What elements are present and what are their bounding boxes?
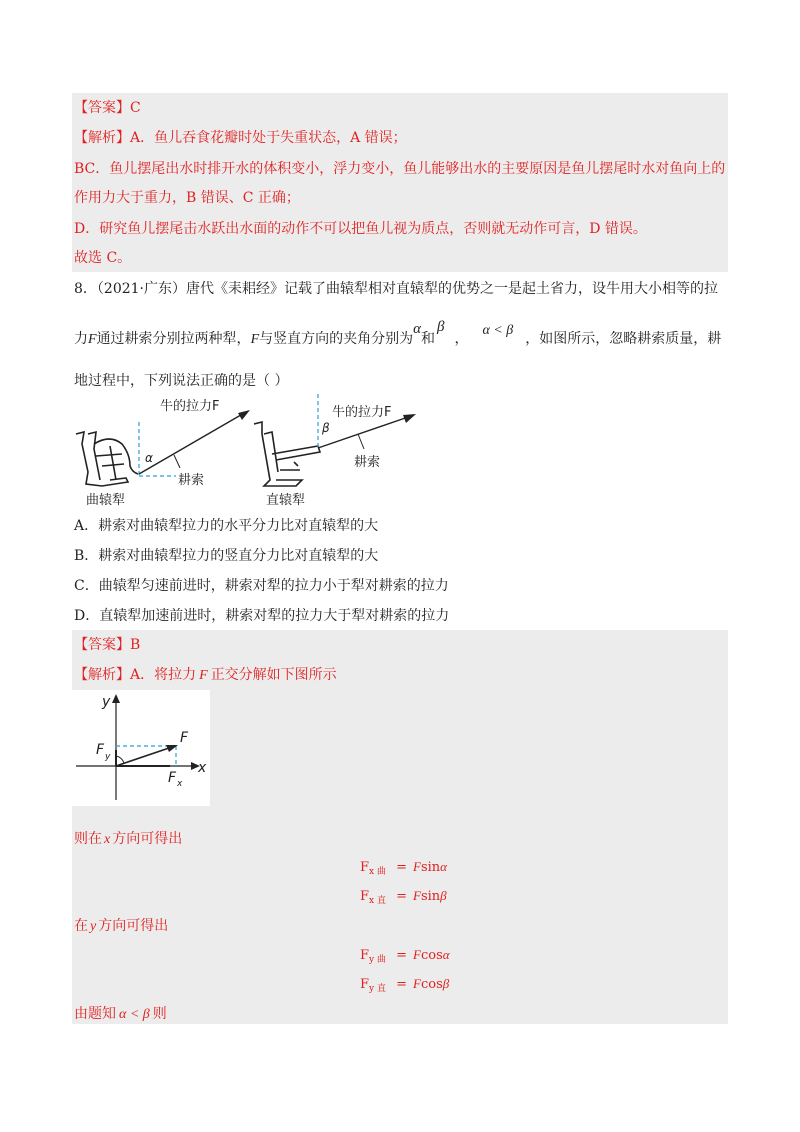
analysis-text-a: A．鱼儿吞食花瓣时处于失重状态，A 错误；: [130, 130, 407, 146]
left-arrowhead: [238, 410, 250, 420]
question-line-2: [74, 319, 722, 350]
answer-block-1: [72, 93, 728, 272]
x-axis-label: x: [198, 760, 207, 776]
fx-label-sub: x: [177, 779, 183, 789]
analysis-line-2: [74, 665, 337, 686]
q-text: 和: [421, 331, 435, 347]
text: 由题知: [74, 1006, 116, 1022]
f-fn: cos: [420, 948, 443, 963]
option-c: C．曲辕犁匀速前进时，耕索对犁的拉力小于犁对耕索的拉力: [74, 578, 449, 594]
answer-line-1: [74, 98, 141, 118]
f-lhs: F: [360, 860, 370, 875]
analysis-line-a: [74, 128, 407, 148]
right-force-label: 牛的拉力F: [332, 405, 392, 420]
formula-fy-curved: [360, 947, 450, 965]
left-angle-label: α: [145, 451, 153, 465]
q-var-beta: β: [437, 319, 445, 335]
eq: =: [396, 860, 408, 875]
f-lhs: F: [360, 977, 370, 992]
f-rhs-var: F: [413, 888, 421, 903]
f-rhs-var: F: [413, 976, 421, 991]
q-var-F: F: [250, 332, 260, 347]
question-line-1: 8．（2021·广东）唐代《耒耜经》记载了曲辕犁相对直辕犁的优势之一是起土省力，设牛用大小相等的拉: [74, 281, 718, 297]
right-force-arrow: [318, 416, 411, 448]
f-fn: sin: [420, 889, 441, 904]
question-line-3: 地过程中，下列说法正确的是（ ）: [74, 373, 289, 389]
answer-value: B: [130, 637, 141, 653]
text: 则: [152, 1006, 167, 1022]
conclusion-line: [74, 1004, 167, 1025]
f-angle: α: [440, 859, 447, 874]
f-sub: x 曲: [369, 867, 386, 877]
q-var-alpha: α: [413, 321, 421, 337]
curved-plough-icon: [76, 432, 138, 486]
f-angle: β: [442, 976, 450, 991]
f-rhs-var: F: [413, 859, 421, 874]
left-caption: 曲辕犁: [86, 493, 126, 508]
text: 则在: [74, 831, 102, 847]
f-sub: y 曲: [369, 955, 386, 965]
analysis-var-F: F: [199, 668, 208, 683]
f-sub: y 直: [369, 984, 386, 994]
answer-label: 【答案】: [74, 100, 130, 116]
straight-plough-icon: [254, 422, 320, 486]
left-force-label: 牛的拉力F: [160, 399, 220, 414]
left-rope-pointer: [174, 455, 180, 468]
plough-figure: [66, 394, 426, 510]
x-direction-line: [74, 829, 182, 850]
left-force-arrow: [139, 412, 246, 474]
text: 方向可得出: [98, 918, 169, 934]
formula-fx-curved: [360, 859, 447, 877]
analysis-label: 【解析】: [74, 667, 130, 683]
right-rope-label: 耕索: [354, 455, 381, 470]
q-text: 与竖直方向的夹角分别为: [259, 331, 414, 347]
q-text: ，如图所示，忽略耕索质量，耕: [525, 331, 722, 347]
analysis-line-bc2: 作用力大于重力，B 错误、C 正确；: [74, 190, 300, 206]
formula-fx-straight: [360, 888, 447, 906]
option-d: D．直辕犁加速前进时，耕索对犁的拉力大于犁对耕索的拉力: [74, 608, 450, 624]
left-rope-label: 耕索: [178, 473, 205, 488]
q-text: 力: [74, 331, 88, 347]
answer-label: 【答案】: [74, 637, 130, 653]
q-var-F: F: [88, 332, 97, 347]
eq: =: [396, 977, 408, 992]
analysis-line-bc1: BC．鱼儿摆尾出水时排开水的体积变小，浮力变小，鱼儿能够出水的主要原因是鱼儿摆尾时水对鱼向上的: [74, 161, 726, 177]
right-arrowhead: [403, 414, 416, 423]
analysis-line-d: D．研究鱼儿摆尾击水跃出水面的动作不可以把鱼儿视为质点，否则就无动作可言，D 错误。: [74, 221, 647, 237]
option-a: A．耕索对曲辕犁拉力的水平分力比对直辕犁的大: [74, 518, 379, 534]
f-lhs: F: [360, 948, 370, 963]
analysis-text: A．将拉力: [130, 667, 197, 683]
q-text: ，: [454, 331, 469, 347]
option-b: B．耕索对曲辕犁拉力的竖直分力比对直辕犁的大: [74, 548, 379, 564]
text: 在: [74, 918, 88, 934]
y-direction-line: [74, 916, 168, 937]
f-angle: α: [442, 947, 450, 962]
analysis-text: 正交分解如下图所示: [210, 667, 337, 683]
f-fn: cos: [420, 977, 443, 992]
f-label: F: [180, 730, 189, 746]
fy-label: F: [96, 742, 105, 758]
fx-label: F: [168, 770, 177, 786]
q-relation: α < β: [482, 323, 514, 338]
y-axis-label: y: [102, 694, 111, 710]
f-fn: sin: [420, 860, 441, 875]
f-angle: β: [440, 888, 447, 903]
var-y: y: [90, 919, 97, 934]
answer-value: C: [130, 100, 141, 116]
right-caption: 直辕犁: [266, 493, 306, 508]
relation: α < β: [119, 1007, 150, 1022]
analysis-conclusion: 故选 C。: [74, 250, 132, 266]
var-x: x: [104, 832, 111, 847]
force-decomposition-diagram: [72, 690, 210, 806]
right-rope-pointer: [358, 434, 364, 449]
f-sub: x 直: [369, 896, 386, 906]
formula-fy-straight: [360, 976, 449, 994]
fy-label-sub: y: [105, 752, 111, 762]
eq: =: [396, 889, 408, 904]
text: 方向可得出: [112, 831, 183, 847]
right-angle-label: β: [322, 421, 330, 435]
eq: =: [396, 948, 408, 963]
f-rhs-var: F: [413, 947, 421, 962]
f-lhs: F: [360, 889, 370, 904]
q-text: 通过耕索分别拉两种犁，: [96, 331, 251, 347]
answer-line-2: [74, 635, 140, 655]
analysis-label: 【解析】: [74, 130, 130, 146]
